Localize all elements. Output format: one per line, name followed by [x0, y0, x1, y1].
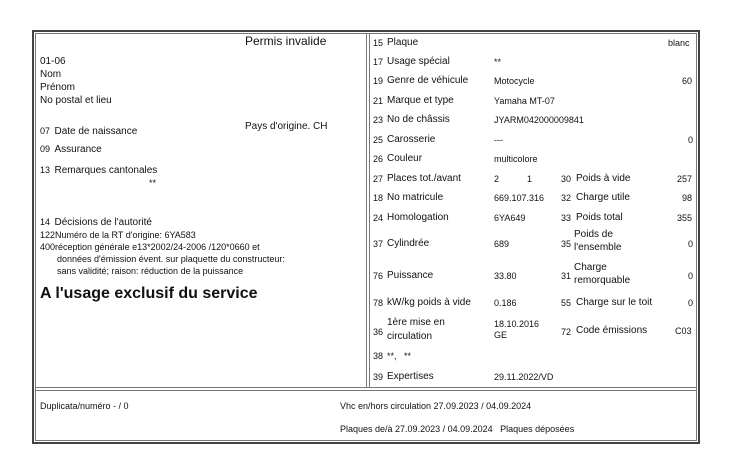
- r18-value: 669.107.316: [494, 193, 545, 203]
- field-09-number: 09: [40, 144, 51, 154]
- r76-number: 76: [373, 271, 384, 281]
- r55-value: 0: [688, 298, 694, 308]
- r31-number: 31: [561, 271, 572, 281]
- r17-number: 17: [373, 57, 384, 67]
- service-usage-notice: A l'usage exclusif du service: [40, 285, 258, 302]
- r78-label: kW/kg poids à vide: [387, 297, 471, 308]
- r25-value-2: 0: [688, 135, 694, 145]
- r31-label-line2: remorquable: [574, 275, 631, 286]
- r33-value: 355: [677, 213, 693, 223]
- r36-value-date: 18.10.2016: [494, 319, 540, 329]
- r23-number: 23: [373, 115, 384, 125]
- field-14: [40, 212, 152, 230]
- r55-number: 55: [561, 298, 572, 308]
- r25-value: ---: [494, 135, 503, 145]
- field-09: [40, 139, 102, 157]
- r32-label: Charge utile: [576, 192, 630, 203]
- footer-divider-2: [35, 390, 697, 391]
- r37-value: 689: [494, 239, 510, 249]
- r30-value: 257: [677, 174, 693, 184]
- r37-number: 37: [373, 239, 384, 249]
- decision-122: 122Numéro de la RT d'origine: 6YA583: [40, 230, 196, 240]
- r24-number: 24: [373, 213, 384, 223]
- r72-number: 72: [561, 327, 572, 337]
- r38-number: 38: [373, 351, 384, 361]
- r31-label-line1: Charge: [574, 262, 607, 273]
- permit-status: Permis invalide: [245, 34, 327, 48]
- r27-number: 27: [373, 174, 384, 184]
- column-divider: [366, 33, 367, 387]
- r24-label: Homologation: [387, 212, 449, 223]
- r17-label: Usage spécial: [387, 56, 450, 67]
- r26-value: multicolore: [494, 154, 538, 164]
- r19-label: Genre de véhicule: [387, 75, 469, 86]
- r19-number: 19: [373, 76, 384, 86]
- decision-400-line3: sans validité; raison: réduction de la puissance: [57, 266, 244, 276]
- field-09-label: Assurance: [54, 144, 102, 155]
- r26-label: Couleur: [387, 153, 423, 164]
- r55-label: Charge sur le toit: [576, 297, 653, 308]
- r37-label: Cylindrée: [387, 238, 430, 249]
- r31-value: 0: [688, 271, 694, 281]
- field-14-number: 14: [40, 217, 51, 227]
- r23-label: No de châssis: [387, 114, 450, 125]
- decision-400-line2: données d'émission évent. sur plaquette du constructeur:: [57, 254, 285, 264]
- field-07-number: 07: [40, 126, 51, 136]
- r27-value-2: 1: [527, 174, 533, 184]
- field-07-label: Date de naissance: [54, 126, 138, 137]
- r30-label: Poids à vide: [576, 173, 631, 184]
- r72-value: C03: [675, 326, 692, 336]
- r18-number: 18: [373, 193, 384, 203]
- r38-value: **, **: [387, 351, 412, 361]
- r32-number: 32: [561, 193, 572, 203]
- r21-number: 21: [373, 96, 384, 106]
- r15-label: Plaque: [387, 37, 419, 48]
- r78-value: 0.186: [494, 298, 517, 308]
- duplicata-number: Duplicata/numéro - / 0: [40, 401, 129, 411]
- r39-value: 29.11.2022/VD: [494, 372, 554, 382]
- r30-number: 30: [561, 174, 572, 184]
- r24-value: 6YA649: [494, 213, 526, 223]
- field-13-value: **: [149, 178, 157, 188]
- field-postal: No postal et lieu: [40, 95, 112, 106]
- r35-label-line2: l'ensemble: [574, 242, 622, 253]
- r72-label: Code émissions: [576, 325, 648, 336]
- r32-value: 98: [682, 193, 693, 203]
- r33-number: 33: [561, 213, 572, 223]
- r76-value: 33.80: [494, 271, 517, 281]
- field-07: [40, 121, 137, 139]
- field-14-label: Décisions de l'autorité: [54, 217, 152, 228]
- r39-number: 39: [373, 372, 384, 382]
- r26-number: 26: [373, 154, 384, 164]
- r36-number: 36: [373, 327, 384, 337]
- r33-label: Poids total: [576, 212, 623, 223]
- vhc-circulation: Vhc en/hors circulation 27.09.2023 / 04.09.2024: [340, 401, 532, 411]
- r39-label: Expertises: [387, 371, 434, 382]
- r25-number: 25: [373, 135, 384, 145]
- column-divider-2: [369, 33, 370, 387]
- r17-value: **: [494, 57, 502, 67]
- r15-value: blanc: [668, 38, 690, 48]
- r18-label: No matricule: [387, 192, 444, 203]
- code-01-06: 01-06: [40, 56, 66, 67]
- field-pays: Pays d'origine. CH: [245, 121, 328, 132]
- r27-value: 2: [494, 174, 500, 184]
- r78-number: 78: [373, 298, 384, 308]
- r36-label-line1: 1ère mise en: [387, 317, 445, 328]
- r19-value: Motocycle: [494, 76, 535, 86]
- field-13-label: Remarques cantonales: [54, 165, 158, 176]
- field-nom: Nom: [40, 69, 62, 80]
- r25-label: Carosserie: [387, 134, 436, 145]
- field-13-number: 13: [40, 165, 51, 175]
- footer-divider: [35, 387, 697, 388]
- r35-value: 0: [688, 239, 694, 249]
- r76-label: Puissance: [387, 270, 434, 281]
- r35-number: 35: [561, 239, 572, 249]
- r27-label: Places tot./avant: [387, 173, 461, 184]
- r15-number: 15: [373, 38, 384, 48]
- field-prenom: Prénom: [40, 82, 76, 93]
- r19-value-2: 60: [682, 76, 693, 86]
- field-13: [40, 160, 157, 178]
- plaques-status: Plaques de/à 27.09.2023 / 04.09.2024 Plaques déposées: [340, 424, 575, 434]
- r36-label-line2: circulation: [387, 331, 433, 342]
- decision-400-line1: 400réception générale e13*2002/24-2006 /120*0660 et: [40, 242, 260, 252]
- r21-value: Yamaha MT-07: [494, 96, 555, 106]
- r35-label-line1: Poids de: [574, 229, 613, 240]
- r23-value: JYARM042000009841: [494, 115, 584, 125]
- r21-label: Marque et type: [387, 95, 454, 106]
- r36-value-canton: GE: [494, 330, 508, 340]
